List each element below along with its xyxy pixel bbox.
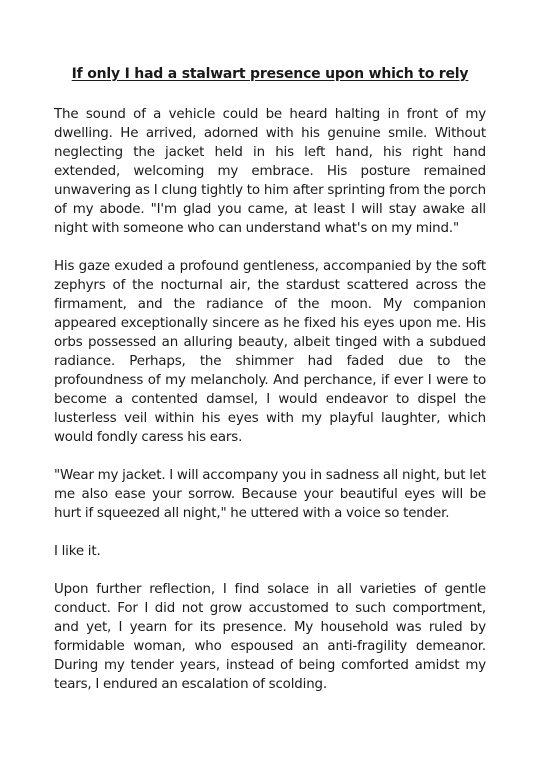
- paragraph-3: "Wear my jacket. I will accompany you in sadness all night, but let me also ease your sorrow. Because your beautiful eyes will be hurt if squeezed all night," he uttered with a voice so tender.: [54, 468, 486, 521]
- paragraph-4: I like it.: [54, 544, 101, 559]
- paragraph-1: The sound of a vehicle could be heard halting in front of my dwelling. He arrived, adorned with his genuine smile. Without neglecting the jacket held in his left hand, his right hand extended, welcoming my embrace. His posture remained unwavering as I clung tightly to him after sprinting from the porch of my abode. "I'm glad you came, at least I will stay awake all night with someone who can understand what's on my mind.": [54, 107, 486, 236]
- document-title: If only I had a stalwart presence upon which to rely: [71, 66, 469, 82]
- paragraph-5: Upon further reflection, I find solace in all varieties of gentle conduct. For I did not grow accustomed to such comportment, and yet, I yearn for its presence. My household was ruled by formidable woman, who espoused an anti-fragility demeanor. During my tender years, instead of being comforted amidst my tears, I endured an escalation of scolding.: [54, 582, 486, 692]
- paragraph-2: His gaze exuded a profound gentleness, accompanied by the soft zephyrs of the nocturnal air, the stardust scattered across the firmament, and the radiance of the moon. My companion appeared exceptionally sincere as he fixed his eyes upon me. His orbs possessed an alluring beauty, albeit tinged with a subdued radiance. Perhaps, the shimmer had faded due to the profoundness of my melancholy. And perchance, if ever I were to become a contented damsel, I would endeavor to dispel the lusterless veil within his eyes with my playful laughter, which would fondly caress his ears.: [54, 259, 486, 445]
